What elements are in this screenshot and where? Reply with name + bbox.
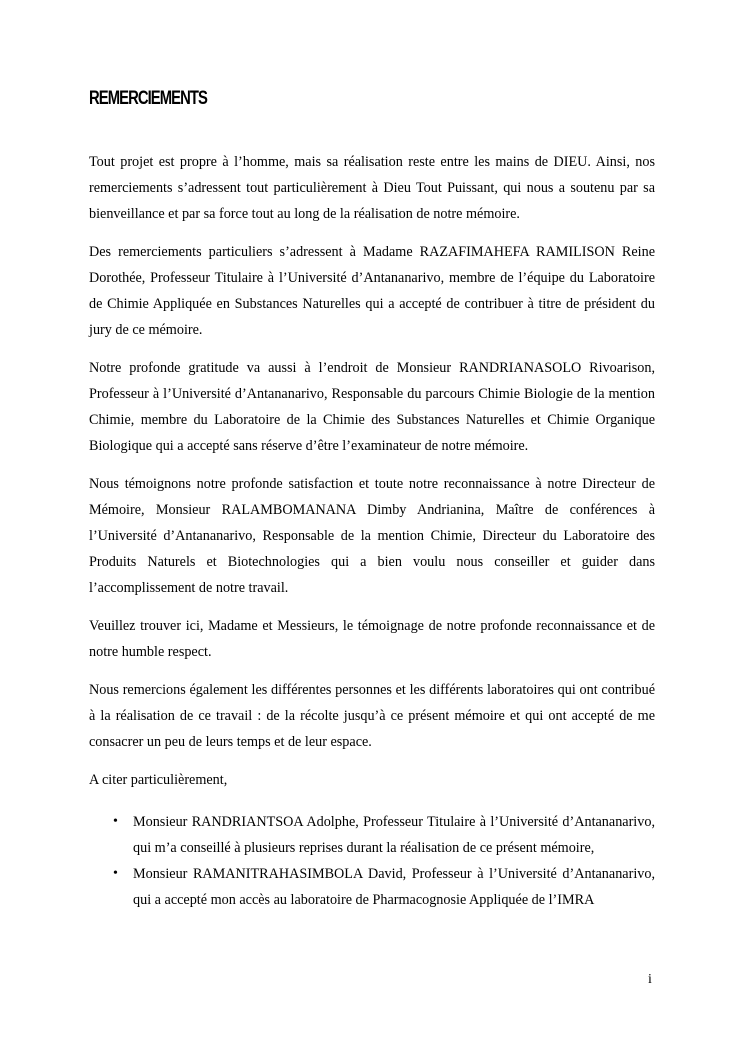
- paragraph: Notre profonde gratitude va aussi à l’endroit de Monsieur RANDRIANASOLO Rivoarison, Professeur à l’Université d’Antananarivo, Responsable du parcours Chimie Biologie de la mention Chimie, membre du Laboratoire de la Chimie des Substances Naturelles et Chimie Organique Biologique qui a accepté sans réserve d’être l’examinateur de notre mémoire.: [89, 360, 655, 454]
- paragraph: Veuillez trouver ici, Madame et Messieurs, le témoignage de notre profonde reconnaissance et de notre humble respect.: [89, 618, 655, 660]
- page-number: i: [648, 972, 652, 987]
- page-title: REMERCIEMENTS: [89, 88, 207, 109]
- list-item: [89, 809, 655, 861]
- paragraph: Des remerciements particuliers s’adressent à Madame RAZAFIMAHEFA RAMILISON Reine Dorothée, Professeur Titulaire à l’Université d’Antananarivo, membre de l’équipe du Laboratoire de Chimie Appliquée en Substances Naturelles qui a accepté de contribuer à titre de président du jury de ce mémoire.: [89, 244, 655, 338]
- list-item-text: Monsieur RAMANITRAHASIMBOLA David, Professeur à l’Université d’Antananarivo, qui a accepté mon accès au laboratoire de Pharmacognosie Appliquée de l’IMRA: [133, 866, 655, 908]
- list-item-text: Monsieur RANDRIANTSOA Adolphe, Professeur Titulaire à l’Université d’Antananarivo, qui m’a conseillé à plusieurs reprises durant la réalisation de ce présent mémoire,: [133, 814, 655, 856]
- bullet-list: [89, 809, 655, 913]
- body-text: [89, 149, 655, 913]
- paragraph: Nous témoignons notre profonde satisfaction et toute notre reconnaissance à notre Directeur de Mémoire, Monsieur RALAMBOMANANA Dimby Andrianina, Maître de conférences à l’Université d’Antananarivo, Responsable de la mention Chimie, Directeur du Laboratoire des Produits Naturels et Biotechnologies qui a bien voulu nous conseiller et guider dans l’accomplissement de notre travail.: [89, 476, 655, 596]
- bullet-icon: •: [113, 814, 118, 829]
- list-item: [89, 861, 655, 913]
- bullet-icon: •: [113, 866, 118, 881]
- paragraph: A citer particulièrement,: [89, 772, 228, 788]
- paragraph: Nous remercions également les différentes personnes et les différents laboratoires qui ont contribué à la réalisation de ce travail : de la récolte jusqu’à ce présent mémoire et qui ont accepté de me consacrer un peu de leurs temps et de leur espace.: [89, 682, 655, 750]
- paragraph: Tout projet est propre à l’homme, mais sa réalisation reste entre les mains de DIEU. Ainsi, nos remerciements s’adressent tout particulièrement à Dieu Tout Puissant, qui nous a soutenu par sa bienveillance et par sa force tout au long de la réalisation de notre mémoire.: [89, 154, 655, 222]
